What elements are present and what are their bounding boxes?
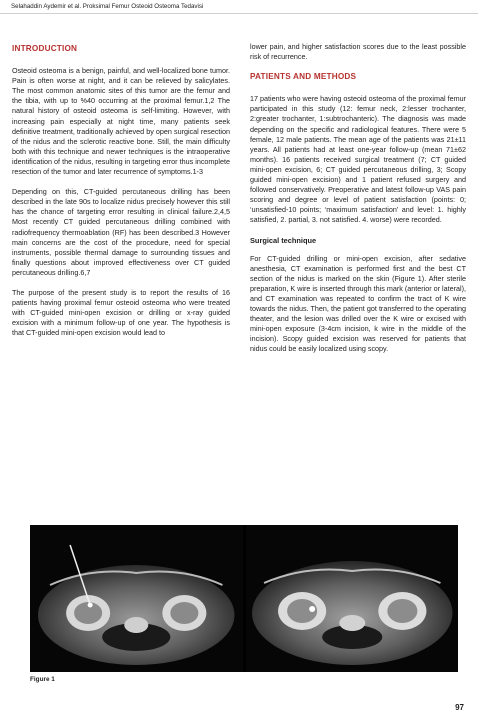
figure-caption: Figure 1: [30, 676, 55, 683]
intro-paragraph-1: Osteoid osteoma is a benign, painful, and well-localized bone tumor. Pain is often worse at night, and it can be relieved by salicylates. The most common anatomic sites of this tumor are the femur and the tibia, with up to %40 occurring at the proximal femur.1,2 The natural history of osteoid osteoma is self-limiting. However, with increasing pain especially at night time, many patients seek definitive treatment, traditionally achieved by open surgical resection of the nidus and the sclerotic reactive bone. Still, the main difficulty both with this technique and newer techniques is the intraoperative identification of the nidus, resulting in targeting error thus incomplete resection of the tumor and later recurrence of symptoms.1-3: [12, 66, 230, 177]
ct-scan-left-image: [30, 525, 243, 672]
intro-paragraph-3: The purpose of the present study is to report the results of 16 patients having proximal femur osteoid osteoma who were treated with CT-guided mini-open excision or drilling or x-ray guided excision with a minimum follow-up of one year. The hypothesis is that CT-guided mini-open excision would lead to: [12, 287, 230, 338]
page-number: 97: [455, 703, 464, 712]
surgical-technique-heading: Surgical technique: [250, 235, 317, 245]
ct-scan-right-image: [246, 525, 459, 672]
left-column: [12, 38, 230, 348]
methods-paragraph: 17 patients who were having osteoid osteoma of the proximal femur participated in this study (12: femur neck, 2:lesser trochanter, 2:greater trochanter, 1:subtrochanteric). The diagnosis was made depending on the specific and radiological features. There were 5 female, 12 male patients. The mean age of the patients was 21±11 years. All patients had at least one-year follow-up (mean 71±62 months). 16 patients received surgical treatment (7; CT guided mini-open excision, 6; CT guided percutaneous drilling, 3; Scopy guided mini-open excision) and 1 patient refused surgery and followed conservatively. Preoperative and latest follow-up VAS pain scoring and degree or level of patient satisfaction (points: 0; ‘unsatisfied-10 points; ‘maximum satisfaction’ and level: 1. highly satisfied, 2. partial, 3. not satisfied. 4. worse) were recorded.: [250, 94, 466, 225]
intro-paragraph-2: Depending on this, CT-guided percutaneous drilling has been described in the late 90s to localize nidus precisely however this still has the chance of targeting error resulting in clinical failure.2,4,5 Most recently CT guided percutaneous drilling combined with radiofrequency thermoablation (RF) has been described.3 However main concerns are the cost of the procedure, need for special instruments, possible thermal damage to surrounding tissues and finally questions about improved effectiveness over CT guided percutaneous drilling.6,7: [12, 187, 230, 277]
ct-scan-right: [246, 525, 459, 672]
intro-continuation: lower pain, and higher satisfaction scores due to the least possible risk of recurrence.: [250, 42, 466, 62]
figure-1-ct-images: [30, 525, 458, 672]
running-head: Selahaddin Aydemir et al. Proksimal Femur Osteoid Osteoma Tedavisi: [11, 3, 204, 10]
header-divider: [0, 13, 478, 14]
technique-paragraph: For CT-guided drilling or mini-open excision, after sedative anesthesia, CT examination is performed first and the best CT section of the nidus is marked on the skin (Figure 1). After sterile preparation, K wire is inserted through this mark (anterior or lateral), and CT examination was repeated to confirm the tract of K wire towards the nidus. Then, the patient got transferred to the operating theater, and the lesion was drilled over the K wire or excised with mini-open exposure (3-4cm incision, k wire in the middle of the incision). Scopy guided excision was reserved for patients that nidus could be easily localized using scopy.: [250, 253, 466, 354]
right-column: [250, 38, 466, 365]
ct-scan-left: [30, 525, 243, 672]
methods-heading: PATIENTS AND METHODS: [250, 72, 357, 82]
introduction-heading: INTRODUCTION: [12, 44, 78, 53]
